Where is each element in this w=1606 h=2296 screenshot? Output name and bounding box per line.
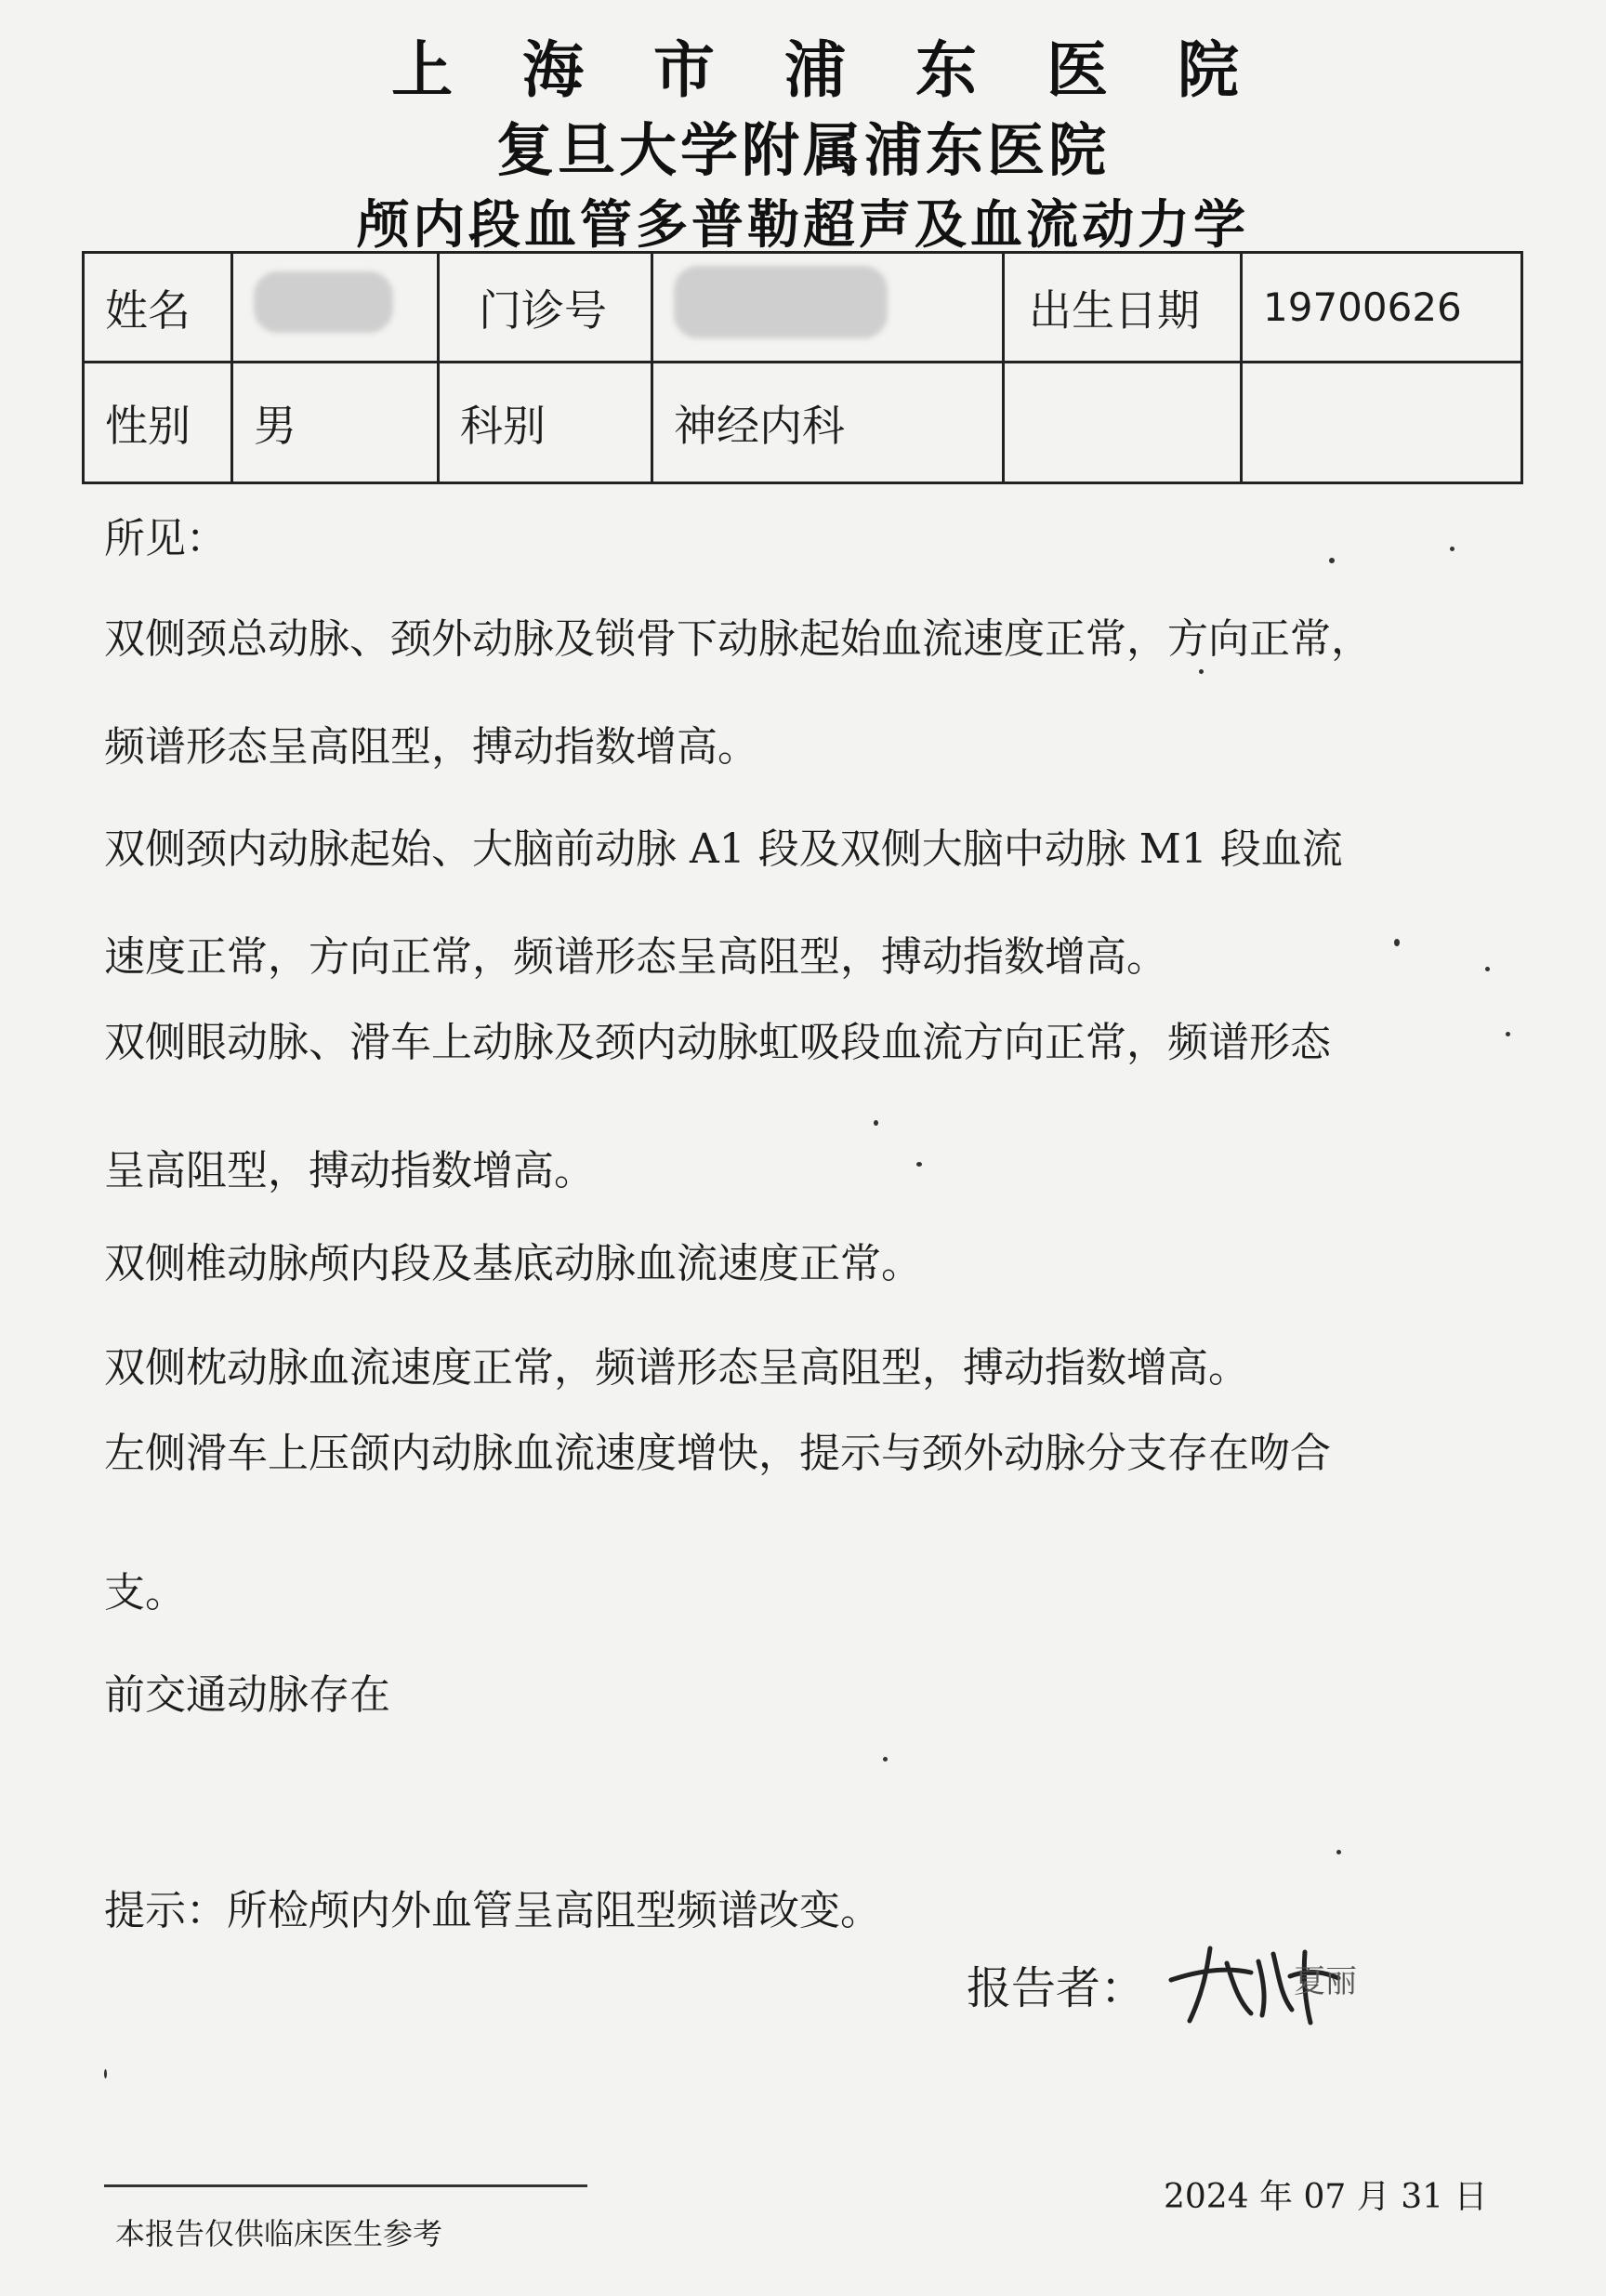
finding-line-4: 速度正常，方向正常，频谱形态呈高阻型，搏动指数增高。	[104, 933, 1167, 981]
report-title: 颅内段血管多普勒超声及血流动力学	[357, 194, 1249, 256]
outpatient-cell	[652, 253, 1004, 363]
finding-line-7: 双侧椎动脉颅内段及基底动脉血流速度正常。	[104, 1240, 922, 1287]
extra-cell-2	[1242, 363, 1522, 483]
finding-line-2: 频谱形态呈高阻型，搏动指数增高。	[104, 723, 758, 771]
dept-value: 神经内科	[652, 363, 1004, 483]
finding-line-3: 双侧颈内动脉起始、大脑前动脉 A1 段及双侧大脑中动脉 M1 段血流	[104, 825, 1343, 873]
finding-line-5: 双侧眼动脉、滑车上动脉及颈内动脉虹吸段血流方向正常，频谱形态	[104, 1019, 1331, 1066]
dob-label: 出生日期	[1004, 253, 1242, 363]
dob-value: 19700626	[1242, 253, 1522, 363]
patient-info-table	[82, 251, 1523, 484]
reporter-name: 夏丽	[1294, 1963, 1357, 2000]
dept-label: 科别	[439, 363, 652, 483]
hospital-name: 上 海 市 浦 东 医 院	[391, 33, 1263, 106]
extra-cell-1	[1004, 363, 1242, 483]
sex-label: 性别	[84, 363, 232, 483]
name-redaction	[254, 271, 393, 333]
footer-note: 本报告仅供临床医生参考	[115, 2216, 443, 2251]
finding-line-11: 前交通动脉存在	[104, 1671, 390, 1719]
findings-heading: 所见：	[104, 515, 227, 562]
finding-line-1: 双侧颈总动脉、颈外动脉及锁骨下动脉起始血流速度正常，方向正常，	[104, 615, 1372, 663]
reporter-label: 报告者：	[967, 1962, 1146, 2014]
finding-line-6: 呈高阻型，搏动指数增高。	[104, 1147, 595, 1194]
footer-rule	[104, 2184, 587, 2187]
hospital-affiliation: 复旦大学附属浦东医院	[495, 116, 1110, 184]
name-cell	[232, 253, 439, 363]
report-date: 2024 年 07 月 31 日	[1164, 2178, 1488, 2216]
outpatient-redaction	[674, 266, 888, 338]
finding-line-9: 左侧滑车上压颌内动脉血流速度增快，提示与颈外动脉分支存在吻合	[104, 1430, 1331, 1477]
outpatient-label: 门诊号	[439, 253, 652, 363]
impression: 提示：所检颅内外血管呈高阻型频谱改变。	[104, 1887, 881, 1934]
finding-line-10: 支。	[104, 1569, 186, 1616]
sex-value: 男	[232, 363, 439, 483]
finding-line-8: 双侧枕动脉血流速度正常，频谱形态呈高阻型，搏动指数增高。	[104, 1344, 1249, 1392]
name-label: 姓名	[84, 253, 232, 363]
